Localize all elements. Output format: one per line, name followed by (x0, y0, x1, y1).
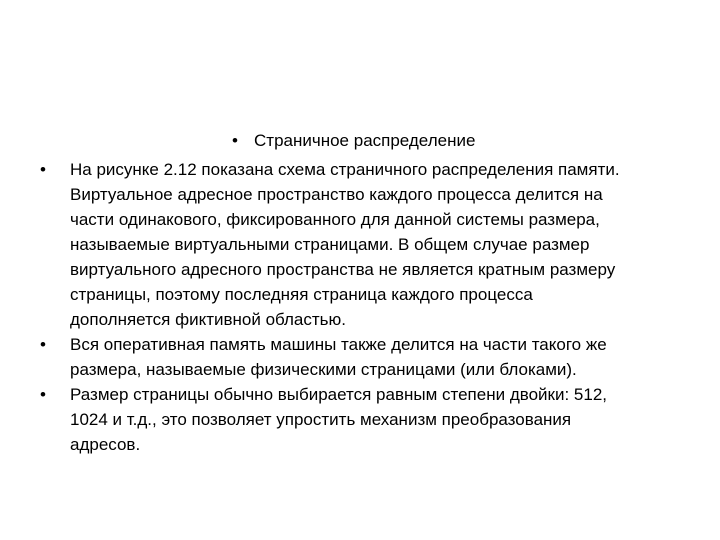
list-item (40, 332, 680, 382)
list-item (40, 382, 680, 457)
list-item-line: части одинакового, фиксированного для данной системы размера, (70, 210, 600, 229)
list-bullet: • (40, 385, 46, 404)
heading-bullet: • (232, 131, 238, 150)
list-item-line: Размер страницы обычно выбирается равным степени двойки: 512, (70, 385, 608, 404)
list-bullet: • (40, 335, 46, 354)
list-item-line: дополняется фиктивной областью. (70, 310, 346, 329)
bullet-list (40, 157, 680, 457)
list-item (40, 157, 680, 332)
slide-heading (232, 130, 475, 152)
list-item-line: 1024 и т.д., это позволяет упростить механизм преобразования (70, 410, 572, 429)
list-item-line: страницы, поэтому последняя страница каждого процесса (70, 285, 533, 304)
list-item-line: размера, называемые физическими страницами (или блоками). (70, 360, 577, 379)
heading-text: Страничное распределение (254, 131, 476, 150)
list-item-line: виртуального адресного пространства не является кратным размеру (70, 260, 616, 279)
list-item-line: Вся оперативная память машины также делится на части такого же (70, 335, 607, 354)
list-item-line: На рисунке 2.12 показана схема страничного распределения памяти. (70, 160, 620, 179)
list-bullet: • (40, 160, 46, 179)
list-item-line: называемые виртуальными страницами. В общем случае размер (70, 235, 590, 254)
list-item-line: адресов. (70, 435, 141, 454)
list-item-line: Виртуальное адресное пространство каждого процесса делится на (70, 185, 603, 204)
